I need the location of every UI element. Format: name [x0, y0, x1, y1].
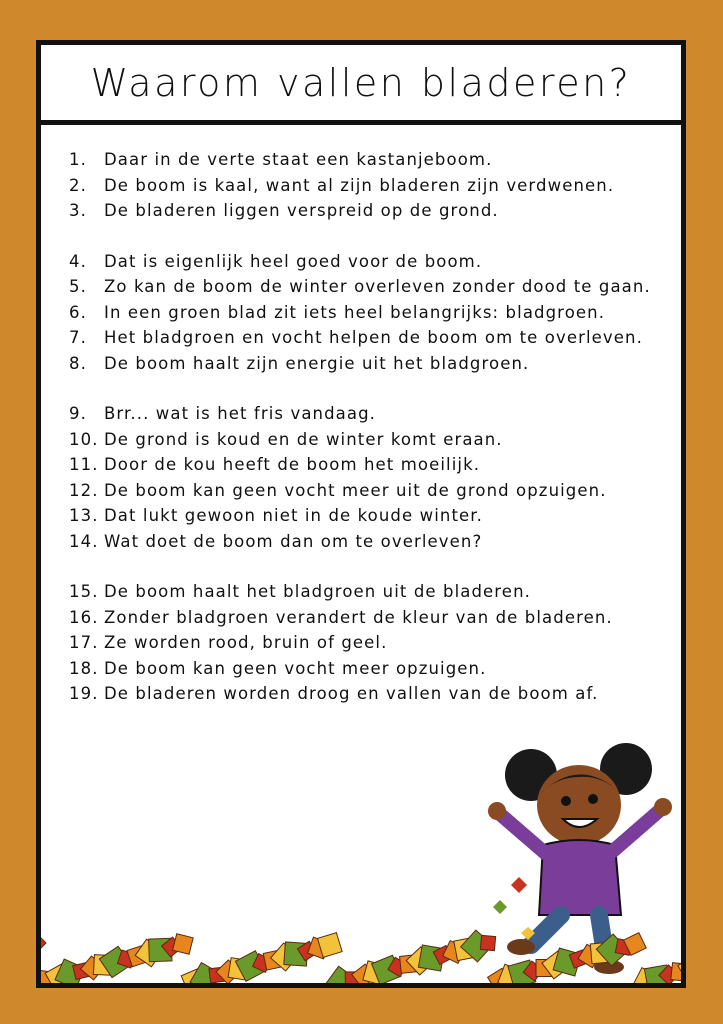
sentence-text: Zonder bladgroen verandert de kleur van de bladeren.	[104, 607, 613, 627]
sentence-number: 14.	[69, 531, 99, 551]
sentence-text: Zo kan de boom de winter overleven zonder dood te gaan.	[104, 277, 651, 296]
sentence-line	[41, 328, 681, 352]
sentence-text: De boom is kaal, want al zijn bladeren zijn verdwenen.	[104, 175, 615, 195]
sentence-text: Daar in de verte staat een kastanjeboom.	[104, 150, 493, 169]
sentence-line	[41, 252, 681, 276]
sentence-line	[41, 201, 681, 225]
sentence-number: 15.	[69, 582, 99, 601]
leaf-icon	[36, 933, 46, 953]
sentence-number: 9.	[69, 404, 87, 423]
sentence-line	[41, 150, 681, 174]
autumn-leaves-border	[36, 913, 686, 988]
sentence-number: 7.	[69, 328, 87, 347]
sentence-line	[41, 659, 681, 683]
sentence-text: De boom haalt het bladgroen uit de bladeren.	[104, 582, 531, 601]
sentence-number: 5.	[69, 277, 87, 296]
sentence-number: 19.	[69, 684, 99, 703]
worksheet-sheet	[36, 40, 686, 988]
sentence-number: 13.	[69, 506, 99, 525]
sentence-text: Ze worden rood, bruin of geel.	[104, 633, 388, 652]
sentence-text: De grond is koud en de winter komt eraan.	[104, 429, 503, 449]
sentence-text: In een groen blad zit iets heel belangrijks: bladgroen.	[104, 302, 606, 322]
sentence-number: 8.	[69, 353, 87, 373]
sentence-number: 2.	[69, 175, 87, 195]
sentence-line	[41, 582, 681, 606]
sentence-line	[41, 455, 681, 479]
sentence-number: 12.	[69, 480, 99, 500]
sentence-text: De bladeren liggen verspreid op de grond.	[104, 201, 499, 220]
sentence-text: Het bladgroen en vocht helpen de boom om te overleven.	[104, 328, 643, 347]
sentence-line	[41, 303, 681, 327]
sentence-text: Door de kou heeft de boom het moeilijk.	[104, 455, 481, 474]
sentence-number: 10.	[69, 429, 99, 449]
sentence-number: 3.	[69, 201, 87, 220]
sentence-line	[41, 481, 681, 505]
sentence-line	[41, 354, 681, 378]
sentence-text: De boom haalt zijn energie uit het bladgroen.	[104, 353, 530, 373]
sentence-number: 1.	[69, 150, 87, 169]
sentence-line	[41, 684, 681, 708]
sentence-text: De boom kan geen vocht meer uit de grond opzuigen.	[104, 480, 607, 500]
sentence-text: Dat is eigenlijk heel goed voor de boom.	[104, 251, 483, 271]
sentence-line	[41, 430, 681, 454]
title-bar	[41, 45, 681, 125]
sentence-number: 6.	[69, 302, 87, 322]
sentence-text: Brr... wat is het fris vandaag.	[104, 404, 376, 423]
sentence-number: 17.	[69, 633, 99, 652]
sentence-line	[41, 506, 681, 530]
sentence-line	[41, 404, 681, 428]
sentence-number: 16.	[69, 607, 99, 627]
sentence-line	[41, 633, 681, 657]
sentence-text: De boom kan geen vocht meer opzuigen.	[104, 658, 487, 678]
sentence-number: 18.	[69, 658, 99, 678]
sentence-number: 11.	[69, 455, 99, 474]
sentence-line	[41, 608, 681, 632]
sentence-text: De bladeren worden droog en vallen van de boom af.	[104, 684, 599, 703]
sentence-number: 4.	[69, 251, 87, 271]
sentence-text: Dat lukt gewoon niet in de koude winter.	[104, 506, 483, 525]
sentence-text: Wat doet de boom dan om te overleven?	[104, 531, 483, 551]
sentence-line	[41, 176, 681, 200]
page-title: Waarom vallen bladeren?	[90, 60, 632, 105]
sentence-line	[41, 277, 681, 301]
sentence-line	[41, 532, 681, 556]
leaf-icon	[682, 945, 686, 987]
